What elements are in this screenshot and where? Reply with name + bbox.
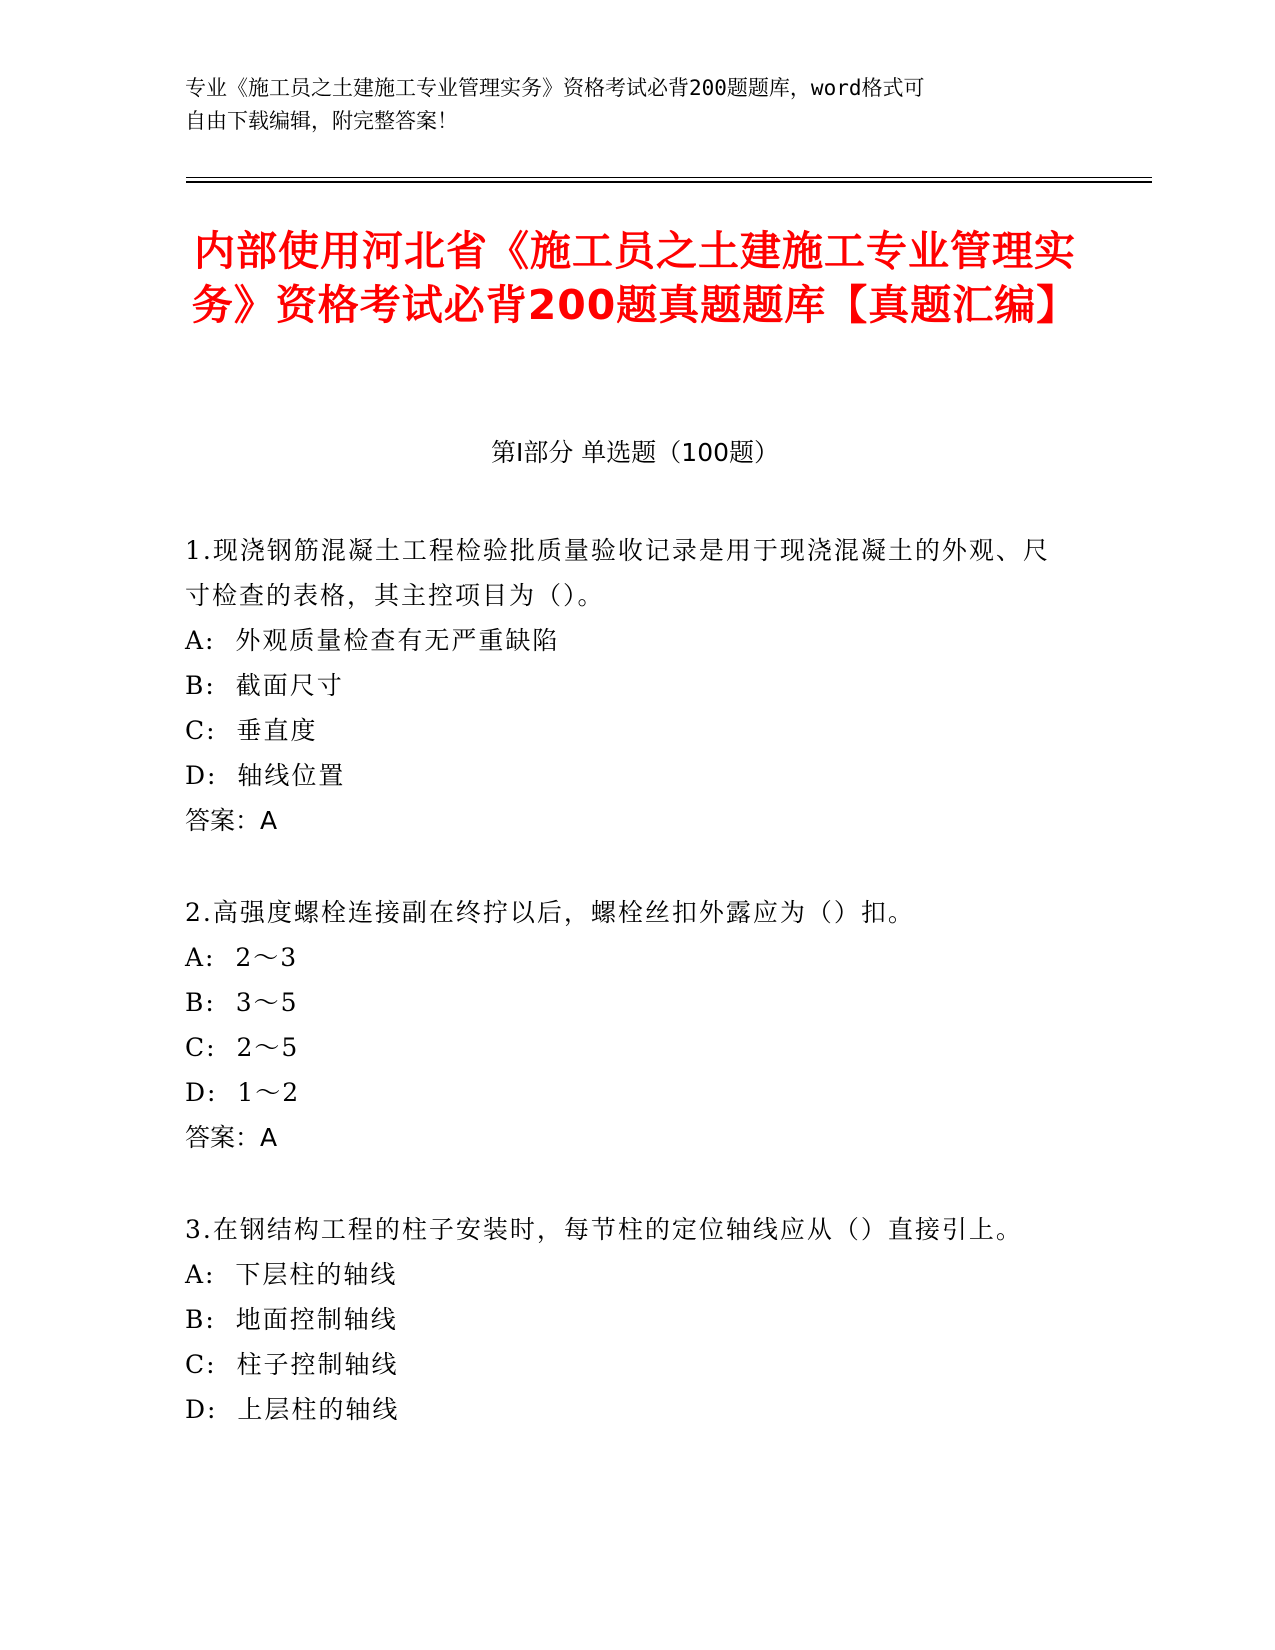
question-item [185, 528, 1065, 843]
option-a: A: 外观质量检查有无严重缺陷 [185, 626, 560, 655]
question-stem: 2.高强度螺栓连接副在终拧以后，螺栓丝扣外露应为（）扣。 [185, 898, 915, 927]
question-item [185, 890, 1065, 1160]
option-d: D: 上层柱的轴线 [185, 1395, 400, 1424]
option-c: C: 2～5 [185, 1033, 300, 1062]
option-c: C: 柱子控制轴线 [185, 1350, 399, 1379]
option-c: C: 垂直度 [185, 716, 318, 745]
question-stem: 3.在钢结构工程的柱子安装时，每节柱的定位轴线应从（）直接引上。 [185, 1215, 1023, 1244]
document-title: 内部使用河北省《施工员之土建施工专业管理实务》资格考试必背200题真题题库【真题汇编】 [191, 227, 1079, 329]
header-divider-thin [186, 177, 1152, 178]
option-d: D: 1～2 [185, 1078, 301, 1107]
question-stem: 1.现浇钢筋混凝土工程检验批质量验收记录是用于现浇混凝土的外观、尺寸检查的表格，其主控项目为（）。 [185, 536, 1050, 610]
header-divider-thick [186, 181, 1152, 183]
header-note: 专业《施工员之土建施工专业管理实务》资格考试必背200题题库，word格式可 自由下载编辑，附完整答案！ [185, 76, 925, 133]
option-b: B: 截面尺寸 [185, 671, 344, 700]
question-list [185, 528, 1065, 1479]
option-a: A: 2～3 [185, 943, 299, 972]
section-title: 第Ⅰ部分 单选题（100题） [490, 438, 780, 467]
answer-line: 答案：A [185, 1123, 278, 1152]
question-item [185, 1207, 1065, 1432]
answer-line: 答案：A [185, 806, 278, 835]
option-d: D: 轴线位置 [185, 761, 346, 790]
option-a: A: 下层柱的轴线 [185, 1260, 398, 1289]
option-b: B: 地面控制轴线 [185, 1305, 398, 1334]
option-b: B: 3～5 [185, 988, 299, 1017]
